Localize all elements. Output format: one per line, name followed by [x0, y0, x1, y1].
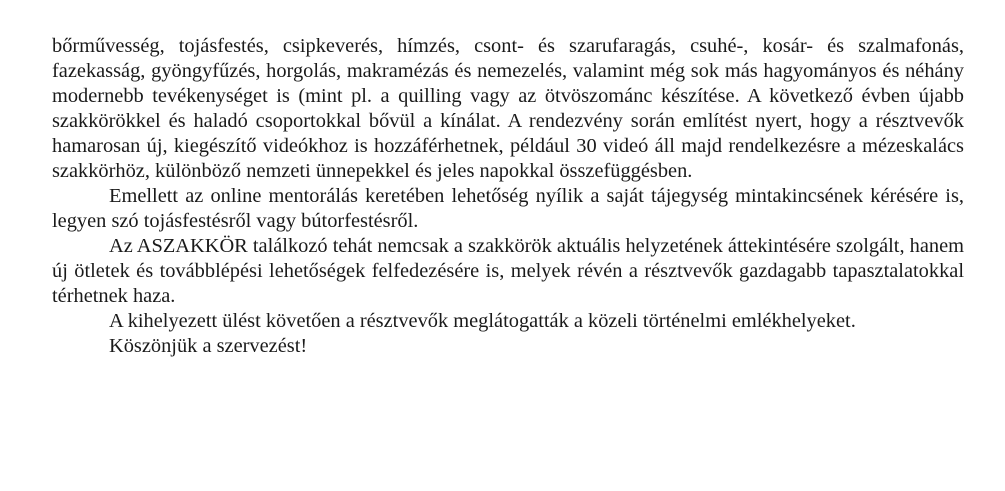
paragraph-meeting-summary: Az ASZAKKÖR találkozó tehát nemcsak a szakkörök aktuális helyzetének áttekintésére szolgált, hanem új ötletek és továbblépési lehetőségek felfedezésére is, melyek révén a résztvevők gazdagabb tapasztalatokkal térhetnek haza.	[52, 235, 964, 307]
paragraph-crafts-list: bőrművesség, tojásfestés, csipkeverés, hímzés, csont- és szarufaragás, csuhé-, kosár- és szalmafonás, fazekasság, gyöngyfűzés, horgolás, makramézás és nemezelés, valamint még sok más hagyományos és néhány modernebb tevékenységet is (mint pl. a quilling vagy az ötvöszománc készítése. A következő évben újabb szakkörökkel és haladó csoportokkal bővül a kínálat. A rendezvény során említést nyert, hogy a résztvevők hamarosan új, kiegészítő videókhoz is hozzáférhetnek, például 30 videó áll majd rendelkezésre a mézeskalács szakkörhöz, különböző nemzeti ünnepekkel és jeles napokkal összefüggésben.	[52, 35, 964, 182]
paragraph-site-visit: A kihelyezett ülést követően a résztvevők meglátogatták a közeli történelmi emlékhelyeket.	[109, 310, 856, 332]
document-page	[52, 34, 964, 359]
paragraph-online-mentoring: Emellett az online mentorálás keretében lehetőség nyílik a saját tájegység mintakincsének kérésére is, legyen szó tojásfestésről vagy bútorfestésről.	[52, 185, 964, 232]
paragraph-thanks: Köszönjük a szervezést!	[109, 335, 308, 357]
